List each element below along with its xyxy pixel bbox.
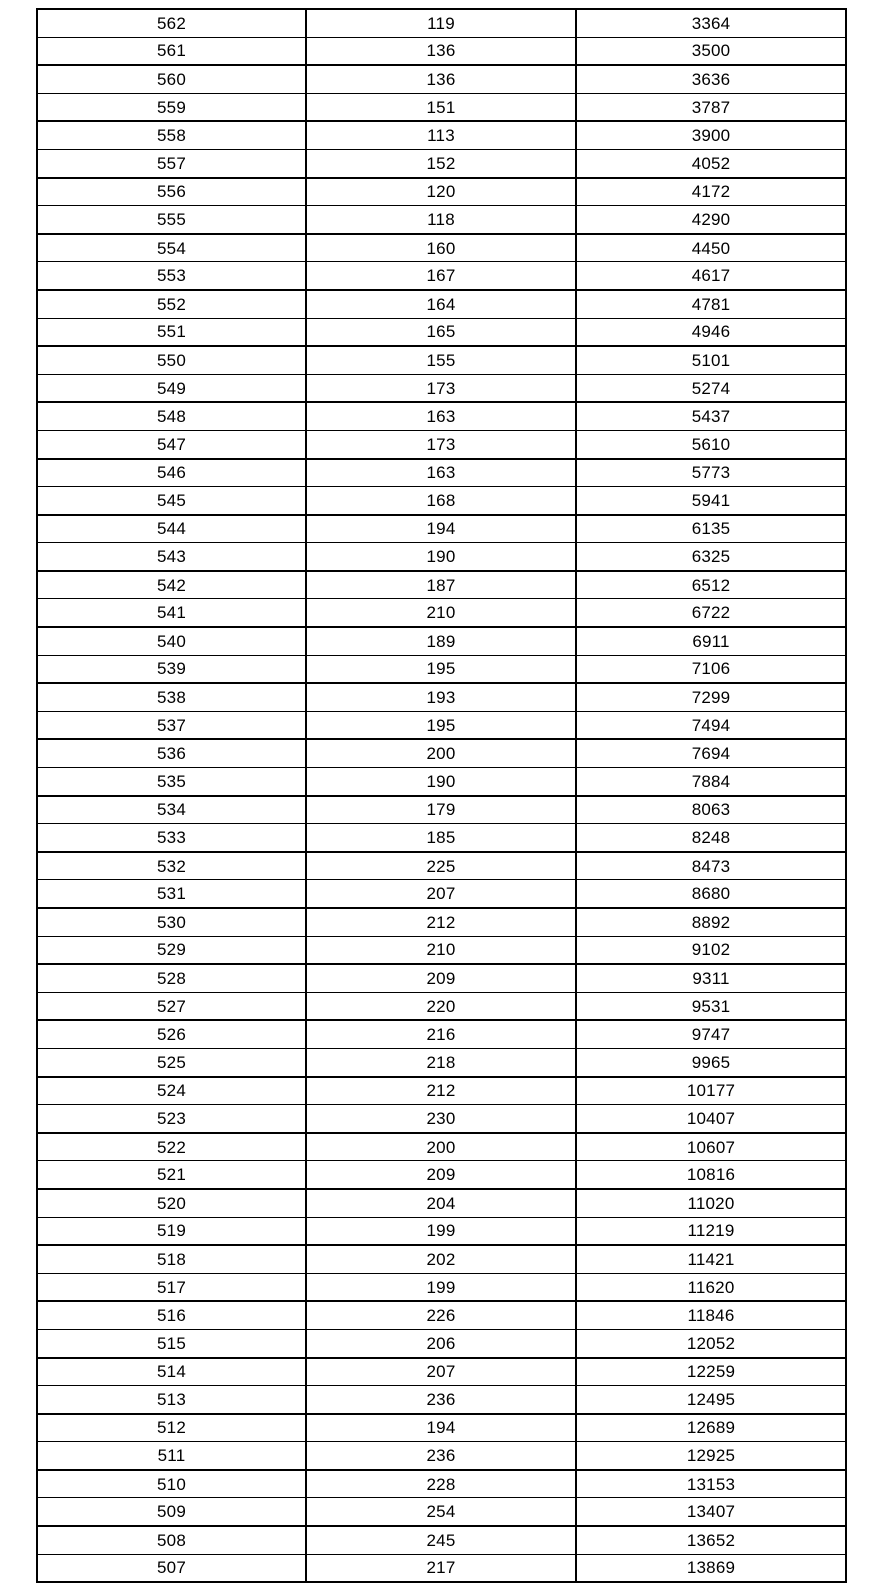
table-row: [37, 543, 846, 571]
table-row: [37, 1470, 846, 1498]
cell-score: 526: [37, 1020, 306, 1048]
cell-cumulative: 4172: [576, 178, 846, 206]
cell-count: 190: [306, 768, 576, 796]
cell-count: 204: [306, 1189, 576, 1217]
cell-cumulative: 7694: [576, 739, 846, 767]
cell-score: 509: [37, 1498, 306, 1526]
cell-cumulative: 4290: [576, 206, 846, 234]
table-row: [37, 936, 846, 964]
cell-score: 515: [37, 1329, 306, 1357]
cell-cumulative: 3787: [576, 93, 846, 121]
table-row: [37, 1077, 846, 1105]
cell-count: 254: [306, 1498, 576, 1526]
table-row: [37, 1133, 846, 1161]
cell-score: 540: [37, 627, 306, 655]
cell-count: 209: [306, 1161, 576, 1189]
cell-count: 173: [306, 430, 576, 458]
cell-cumulative: 5274: [576, 374, 846, 402]
cell-cumulative: 6325: [576, 543, 846, 571]
cell-cumulative: 7106: [576, 655, 846, 683]
cell-count: 193: [306, 683, 576, 711]
cell-count: 228: [306, 1470, 576, 1498]
cell-score: 537: [37, 711, 306, 739]
table-row: [37, 1554, 846, 1582]
cell-cumulative: 9531: [576, 992, 846, 1020]
cell-score: 521: [37, 1161, 306, 1189]
table-row: [37, 1442, 846, 1470]
cell-cumulative: 6512: [576, 571, 846, 599]
cell-score: 524: [37, 1077, 306, 1105]
cell-count: 206: [306, 1329, 576, 1357]
table-row: [37, 1498, 846, 1526]
cell-score: 518: [37, 1245, 306, 1273]
table-row: [37, 571, 846, 599]
table-row: [37, 1245, 846, 1273]
cell-score: 513: [37, 1386, 306, 1414]
table-row: [37, 964, 846, 992]
table-row: [37, 149, 846, 177]
cell-count: 185: [306, 824, 576, 852]
cell-score: 535: [37, 768, 306, 796]
cell-score: 522: [37, 1133, 306, 1161]
cell-cumulative: 6911: [576, 627, 846, 655]
cell-score: 553: [37, 262, 306, 290]
table-row: [37, 711, 846, 739]
cell-score: 556: [37, 178, 306, 206]
cell-count: 220: [306, 992, 576, 1020]
cell-cumulative: 4450: [576, 234, 846, 262]
table-row: [37, 346, 846, 374]
cell-score: 538: [37, 683, 306, 711]
cell-count: 212: [306, 908, 576, 936]
table-row: [37, 824, 846, 852]
cell-score: 550: [37, 346, 306, 374]
cell-score: 536: [37, 739, 306, 767]
cell-cumulative: 9747: [576, 1020, 846, 1048]
table-row: [37, 1048, 846, 1076]
cell-count: 187: [306, 571, 576, 599]
table-row: [37, 290, 846, 318]
cell-count: 179: [306, 796, 576, 824]
cell-count: 226: [306, 1301, 576, 1329]
table-row: [37, 459, 846, 487]
cell-count: 136: [306, 37, 576, 65]
cell-cumulative: 5101: [576, 346, 846, 374]
cell-cumulative: 9102: [576, 936, 846, 964]
table-row: [37, 1301, 846, 1329]
cell-score: 508: [37, 1526, 306, 1554]
cell-count: 151: [306, 93, 576, 121]
cell-cumulative: 10407: [576, 1105, 846, 1133]
cell-cumulative: 8680: [576, 880, 846, 908]
cell-score: 551: [37, 318, 306, 346]
cell-score: 525: [37, 1048, 306, 1076]
cell-count: 225: [306, 852, 576, 880]
table-row: [37, 234, 846, 262]
table-row: [37, 1526, 846, 1554]
table-body: [37, 9, 846, 1582]
cell-score: 520: [37, 1189, 306, 1217]
table-row: [37, 655, 846, 683]
cell-score: 548: [37, 402, 306, 430]
table-row: [37, 65, 846, 93]
cell-cumulative: 9311: [576, 964, 846, 992]
table-row: [37, 9, 846, 37]
cell-cumulative: 5773: [576, 459, 846, 487]
cell-count: 163: [306, 402, 576, 430]
cell-score: 512: [37, 1414, 306, 1442]
cell-count: 216: [306, 1020, 576, 1048]
cell-count: 194: [306, 515, 576, 543]
cell-score: 534: [37, 796, 306, 824]
cell-score: 531: [37, 880, 306, 908]
cell-score: 528: [37, 964, 306, 992]
cell-cumulative: 13652: [576, 1526, 846, 1554]
cell-cumulative: 7494: [576, 711, 846, 739]
cell-cumulative: 3900: [576, 121, 846, 149]
cell-score: 516: [37, 1301, 306, 1329]
cell-score: 533: [37, 824, 306, 852]
table-row: [37, 93, 846, 121]
cell-count: 194: [306, 1414, 576, 1442]
score-distribution-table: [36, 8, 847, 1583]
cell-count: 118: [306, 206, 576, 234]
cell-cumulative: 11421: [576, 1245, 846, 1273]
cell-cumulative: 6135: [576, 515, 846, 543]
cell-cumulative: 5610: [576, 430, 846, 458]
table-row: [37, 880, 846, 908]
cell-score: 552: [37, 290, 306, 318]
table-row: [37, 318, 846, 346]
table-row: [37, 1217, 846, 1245]
cell-score: 532: [37, 852, 306, 880]
cell-count: 217: [306, 1554, 576, 1582]
cell-cumulative: 4617: [576, 262, 846, 290]
cell-score: 530: [37, 908, 306, 936]
cell-score: 560: [37, 65, 306, 93]
cell-cumulative: 12052: [576, 1329, 846, 1357]
cell-cumulative: 5437: [576, 402, 846, 430]
cell-count: 245: [306, 1526, 576, 1554]
cell-cumulative: 8892: [576, 908, 846, 936]
cell-count: 173: [306, 374, 576, 402]
cell-score: 554: [37, 234, 306, 262]
cell-cumulative: 13407: [576, 1498, 846, 1526]
cell-cumulative: 12259: [576, 1358, 846, 1386]
cell-score: 546: [37, 459, 306, 487]
cell-cumulative: 10816: [576, 1161, 846, 1189]
cell-cumulative: 7884: [576, 768, 846, 796]
table-row: [37, 121, 846, 149]
cell-score: 562: [37, 9, 306, 37]
cell-cumulative: 13153: [576, 1470, 846, 1498]
table-row: [37, 1161, 846, 1189]
cell-count: 199: [306, 1273, 576, 1301]
cell-cumulative: 3364: [576, 9, 846, 37]
table-row: [37, 430, 846, 458]
table-row: [37, 37, 846, 65]
cell-cumulative: 12495: [576, 1386, 846, 1414]
cell-score: 559: [37, 93, 306, 121]
cell-count: 195: [306, 655, 576, 683]
cell-count: 202: [306, 1245, 576, 1273]
cell-cumulative: 5941: [576, 487, 846, 515]
cell-count: 195: [306, 711, 576, 739]
cell-score: 507: [37, 1554, 306, 1582]
cell-score: 547: [37, 430, 306, 458]
table-row: [37, 1414, 846, 1442]
table-row: [37, 1273, 846, 1301]
cell-score: 519: [37, 1217, 306, 1245]
cell-score: 541: [37, 599, 306, 627]
cell-count: 230: [306, 1105, 576, 1133]
cell-count: 167: [306, 262, 576, 290]
cell-cumulative: 7299: [576, 683, 846, 711]
cell-cumulative: 8063: [576, 796, 846, 824]
cell-cumulative: 4946: [576, 318, 846, 346]
cell-count: 189: [306, 627, 576, 655]
cell-count: 168: [306, 487, 576, 515]
cell-cumulative: 6722: [576, 599, 846, 627]
cell-score: 542: [37, 571, 306, 599]
cell-score: 561: [37, 37, 306, 65]
cell-score: 517: [37, 1273, 306, 1301]
cell-score: 557: [37, 149, 306, 177]
cell-count: 212: [306, 1077, 576, 1105]
table-row: [37, 402, 846, 430]
table-row: [37, 768, 846, 796]
table-row: [37, 1358, 846, 1386]
cell-cumulative: 4052: [576, 149, 846, 177]
table-row: [37, 683, 846, 711]
cell-count: 199: [306, 1217, 576, 1245]
cell-score: 510: [37, 1470, 306, 1498]
table-row: [37, 262, 846, 290]
cell-score: 543: [37, 543, 306, 571]
cell-cumulative: 11020: [576, 1189, 846, 1217]
cell-cumulative: 3500: [576, 37, 846, 65]
cell-score: 523: [37, 1105, 306, 1133]
cell-score: 544: [37, 515, 306, 543]
cell-score: 545: [37, 487, 306, 515]
table-row: [37, 178, 846, 206]
cell-score: 511: [37, 1442, 306, 1470]
table-row: [37, 852, 846, 880]
cell-count: 160: [306, 234, 576, 262]
table-row: [37, 1386, 846, 1414]
table-row: [37, 1105, 846, 1133]
cell-cumulative: 10177: [576, 1077, 846, 1105]
table-row: [37, 1020, 846, 1048]
cell-score: 549: [37, 374, 306, 402]
cell-count: 210: [306, 599, 576, 627]
cell-count: 164: [306, 290, 576, 318]
table-row: [37, 599, 846, 627]
cell-score: 539: [37, 655, 306, 683]
cell-count: 120: [306, 178, 576, 206]
table-row: [37, 739, 846, 767]
cell-count: 200: [306, 739, 576, 767]
cell-count: 163: [306, 459, 576, 487]
cell-count: 113: [306, 121, 576, 149]
cell-score: 529: [37, 936, 306, 964]
cell-score: 555: [37, 206, 306, 234]
table-row: [37, 992, 846, 1020]
cell-cumulative: 4781: [576, 290, 846, 318]
cell-score: 558: [37, 121, 306, 149]
cell-count: 152: [306, 149, 576, 177]
cell-count: 210: [306, 936, 576, 964]
cell-cumulative: 8473: [576, 852, 846, 880]
cell-count: 218: [306, 1048, 576, 1076]
table-row: [37, 796, 846, 824]
cell-cumulative: 13869: [576, 1554, 846, 1582]
table-row: [37, 206, 846, 234]
table-row: [37, 627, 846, 655]
cell-cumulative: 11620: [576, 1273, 846, 1301]
cell-count: 207: [306, 1358, 576, 1386]
cell-count: 236: [306, 1386, 576, 1414]
cell-count: 136: [306, 65, 576, 93]
cell-cumulative: 3636: [576, 65, 846, 93]
cell-count: 236: [306, 1442, 576, 1470]
table-row: [37, 908, 846, 936]
cell-cumulative: 10607: [576, 1133, 846, 1161]
table-row: [37, 1329, 846, 1357]
cell-cumulative: 11219: [576, 1217, 846, 1245]
cell-cumulative: 12689: [576, 1414, 846, 1442]
cell-count: 190: [306, 543, 576, 571]
cell-count: 165: [306, 318, 576, 346]
cell-count: 155: [306, 346, 576, 374]
cell-cumulative: 9965: [576, 1048, 846, 1076]
cell-count: 209: [306, 964, 576, 992]
cell-score: 527: [37, 992, 306, 1020]
cell-cumulative: 8248: [576, 824, 846, 852]
cell-cumulative: 12925: [576, 1442, 846, 1470]
cell-cumulative: 11846: [576, 1301, 846, 1329]
cell-score: 514: [37, 1358, 306, 1386]
cell-count: 207: [306, 880, 576, 908]
cell-count: 200: [306, 1133, 576, 1161]
table-row: [37, 515, 846, 543]
table-row: [37, 487, 846, 515]
table-row: [37, 374, 846, 402]
table-row: [37, 1189, 846, 1217]
cell-count: 119: [306, 9, 576, 37]
